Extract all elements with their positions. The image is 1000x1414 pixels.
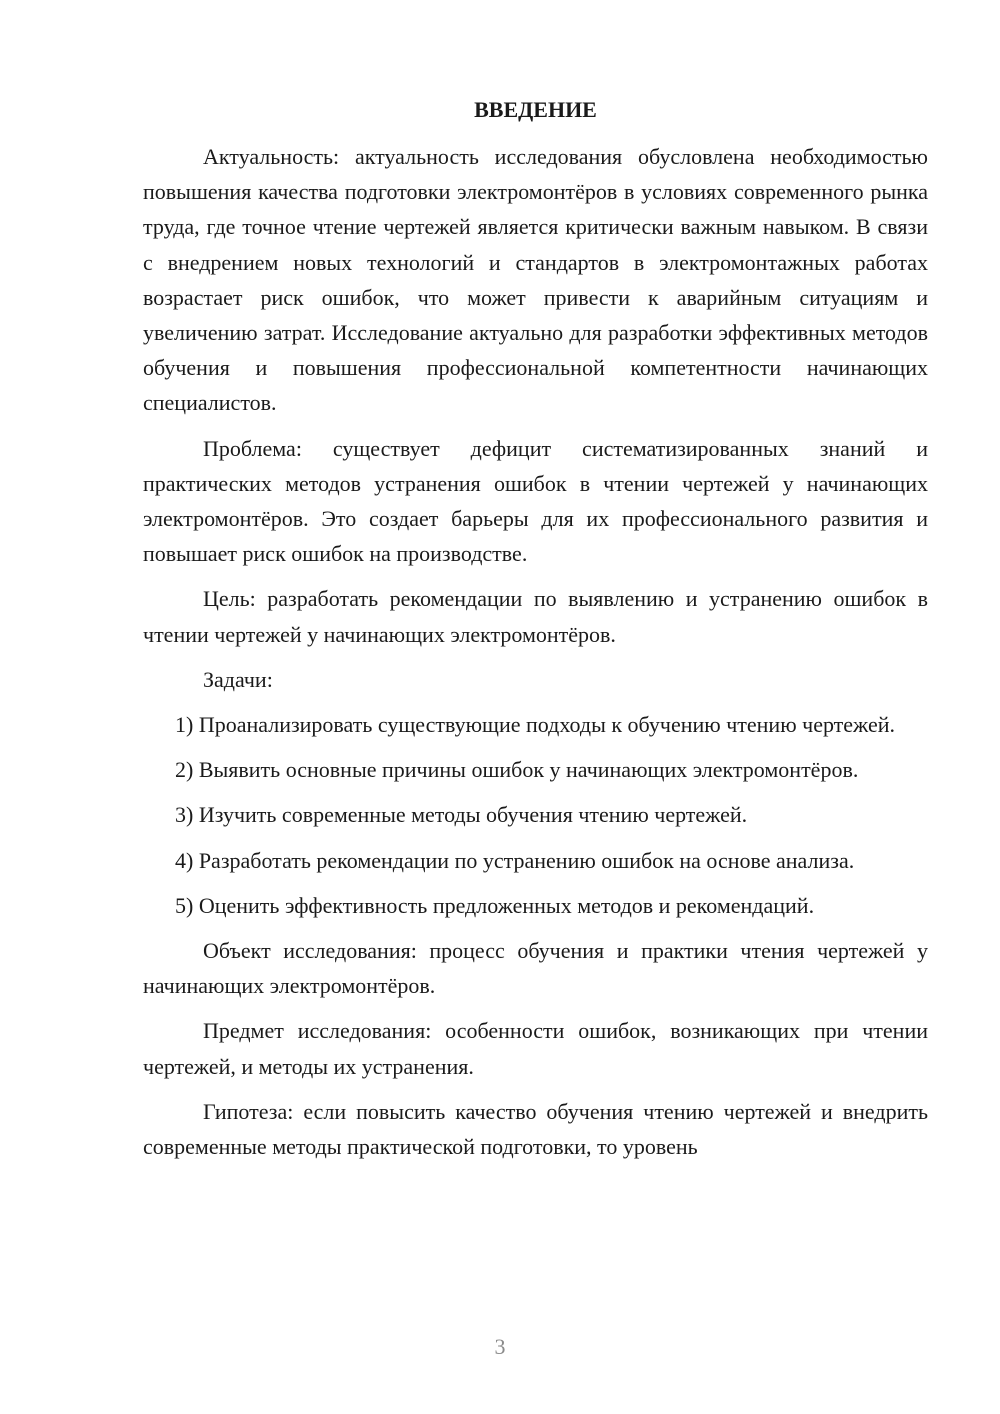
task-item: 3) Изучить современные методы обучения чтению чертежей. — [175, 802, 748, 828]
paragraph-subject: Предмет исследования: особенности ошибок, возникающих при чтении чертежей, и методы их устранения. — [143, 1018, 928, 1079]
page-number: 3 — [494, 1334, 506, 1359]
task-item: 1) Проанализировать существующие подходы к обучению чтению чертежей. — [175, 712, 896, 738]
paragraph-hypothesis: Гипотеза: если повысить качество обучения чтению чертежей и внедрить современные методы практической подготовки, то уровень — [143, 1098, 928, 1160]
paragraph-relevance: Актуальность: актуальность исследования обусловлена необходимостью повышения качества подготовки электромонтёров в условиях современного рынка труда, где точное чтение чертежей является критически важным навыком. В связи с внедрением новых технологий и стандартов в электромонтажных работах возрастает риск ошибок, что может привести к аварийным ситуациям и увеличению затрат. Исследование актуально для разработки эффективных методов обучения и повышения профессиональной компетентности начинающих специалистов. — [143, 144, 928, 416]
task-item: 5) Оценить эффективность предложенных методов и рекомендаций. — [175, 892, 815, 918]
task-item: 4) Разработать рекомендации по устранению ошибок на основе анализа. — [175, 847, 855, 873]
paragraph-tasks-heading: Задачи: — [203, 666, 273, 692]
paragraph-problem: Проблема: существует дефицит систематизированных знаний и практических методов устранения ошибок в чтении чертежей у начинающих электромонтёров. Это создает барьеры для их профессионального развития и повышает риск ошибок на производстве. — [143, 435, 928, 567]
paragraph-goal: Цель: разработать рекомендации по выявлению и устранению ошибок в чтении чертежей у начинающих электромонтёров. — [143, 586, 928, 647]
paragraph-object: Объект исследования: процесс обучения и практики чтения чертежей у начинающих электромонтёров. — [143, 938, 928, 999]
section-title: ВВЕДЕНИЕ — [474, 97, 597, 122]
task-item: 2) Выявить основные причины ошибок у начинающих электромонтёров. — [175, 757, 859, 783]
document-page — [143, 92, 928, 1164]
